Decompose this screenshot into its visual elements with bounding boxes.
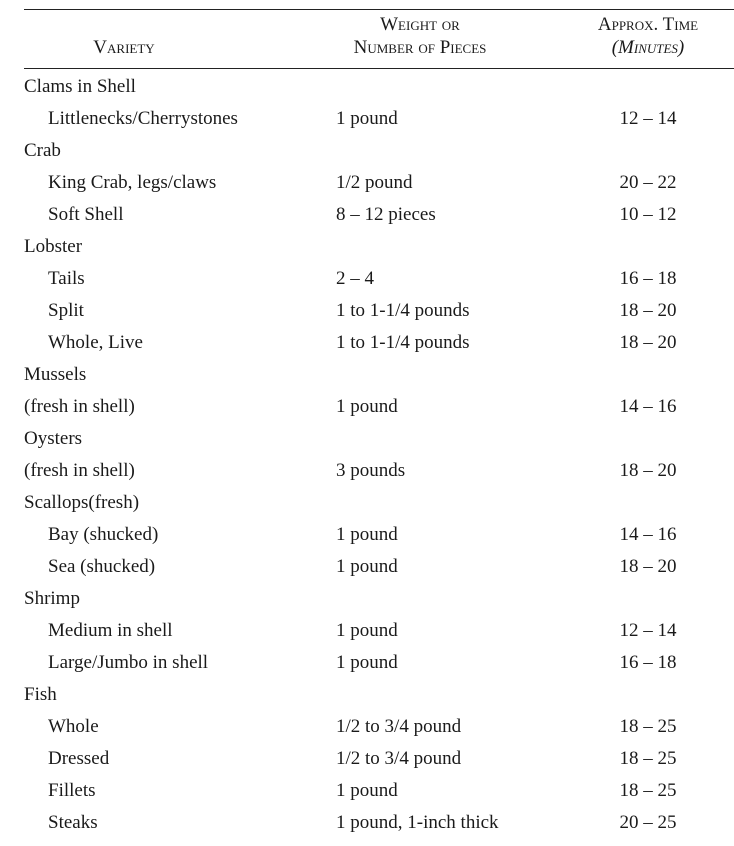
table-row — [24, 455, 734, 487]
time-cell: 18 – 25 — [619, 748, 677, 769]
weight-cell: 1 pound — [336, 620, 398, 641]
variety-cell: Medium in shell — [48, 620, 173, 641]
column-header-time-line1: Approx. Time — [597, 14, 699, 35]
column-header-time-line2: (Minutes) — [611, 37, 685, 58]
time-cell: 14 – 16 — [619, 524, 677, 545]
weight-cell: 3 pounds — [336, 460, 406, 481]
table-row — [24, 615, 734, 647]
time-cell: 18 – 25 — [619, 780, 677, 801]
time-cell: 20 – 25 — [619, 812, 677, 833]
table-row — [24, 135, 734, 167]
table-row — [24, 199, 734, 231]
variety-cell: Lobster — [24, 236, 83, 257]
weight-cell: 1 pound — [336, 556, 398, 577]
time-cell: 18 – 25 — [619, 716, 677, 737]
time-cell: 16 – 18 — [619, 652, 677, 673]
table-row — [24, 231, 734, 263]
variety-cell: Split — [48, 300, 84, 321]
weight-cell: 1/2 to 3/4 pound — [336, 748, 462, 769]
variety-cell: Oysters — [24, 428, 83, 449]
variety-cell: Tails — [48, 268, 85, 289]
time-cell: 14 – 16 — [619, 396, 677, 417]
variety-cell: Fillets — [48, 780, 96, 801]
table-row — [24, 743, 734, 775]
table-row — [24, 583, 734, 615]
variety-cell: Littlenecks/Cherrystones — [48, 108, 238, 129]
column-header-variety-label: Variety — [93, 37, 155, 58]
variety-cell: Large/Jumbo in shell — [48, 652, 209, 673]
weight-cell: 1 pound — [336, 652, 398, 673]
time-cell: 18 – 20 — [619, 556, 677, 577]
table-header — [24, 9, 734, 68]
column-header-weight-line1: Weight or — [380, 14, 460, 35]
time-cell: 12 – 14 — [619, 108, 677, 129]
table-row — [24, 71, 734, 103]
table-row — [24, 711, 734, 743]
table-row — [24, 167, 734, 199]
table-row — [24, 487, 734, 519]
table-row — [24, 551, 734, 583]
variety-cell: Sea (shucked) — [48, 556, 156, 577]
time-cell: 18 – 20 — [619, 460, 677, 481]
weight-cell: 2 – 4 — [336, 268, 374, 289]
table-row — [24, 359, 734, 391]
table-row — [24, 647, 734, 679]
header-rule — [24, 68, 734, 69]
table-row — [24, 103, 734, 135]
variety-cell: Whole, Live — [48, 332, 143, 353]
variety-cell: Crab — [24, 140, 61, 161]
variety-cell: King Crab, legs/claws — [48, 172, 217, 193]
variety-cell: (fresh in shell) — [24, 460, 135, 481]
weight-cell: 1 pound — [336, 108, 398, 129]
weight-cell: 1 pound — [336, 396, 398, 417]
variety-cell: Steaks — [48, 812, 98, 833]
variety-cell: Bay (shucked) — [48, 524, 159, 545]
table-row — [24, 679, 734, 711]
table-row — [24, 327, 734, 359]
table-row — [24, 263, 734, 295]
table-row — [24, 391, 734, 423]
variety-cell: Dressed — [48, 748, 110, 769]
variety-cell: Whole — [48, 716, 99, 737]
table-row — [24, 807, 734, 839]
variety-cell: Fish — [24, 684, 57, 705]
table-row — [24, 295, 734, 327]
weight-cell: 1/2 pound — [336, 172, 413, 193]
variety-cell: Scallops(fresh) — [24, 492, 140, 513]
weight-cell: 1/2 to 3/4 pound — [336, 716, 462, 737]
variety-cell: (fresh in shell) — [24, 396, 135, 417]
weight-cell: 1 to 1-1/4 pounds — [336, 300, 470, 321]
variety-cell: Shrimp — [24, 588, 80, 609]
time-cell: 20 – 22 — [619, 172, 677, 193]
weight-cell: 1 to 1-1/4 pounds — [336, 332, 470, 353]
column-header-variety — [74, 36, 174, 59]
column-header-weight — [310, 13, 530, 59]
variety-cell: Soft Shell — [48, 204, 124, 225]
table-row — [24, 423, 734, 455]
column-header-weight-line2: Number of Pieces — [353, 37, 487, 58]
variety-cell: Mussels — [24, 364, 87, 385]
variety-cell: Clams in Shell — [24, 76, 136, 97]
table-row — [24, 519, 734, 551]
time-cell: 18 – 20 — [619, 300, 677, 321]
time-cell: 10 – 12 — [619, 204, 677, 225]
weight-cell: 1 pound — [336, 524, 398, 545]
weight-cell: 1 pound — [336, 780, 398, 801]
weight-cell: 1 pound, 1-inch thick — [336, 812, 499, 833]
table-body — [24, 71, 734, 839]
time-cell: 18 – 20 — [619, 332, 677, 353]
table-row — [24, 775, 734, 807]
time-cell: 12 – 14 — [619, 620, 677, 641]
column-header-time — [568, 13, 728, 59]
time-cell: 16 – 18 — [619, 268, 677, 289]
weight-cell: 8 – 12 pieces — [336, 204, 436, 225]
